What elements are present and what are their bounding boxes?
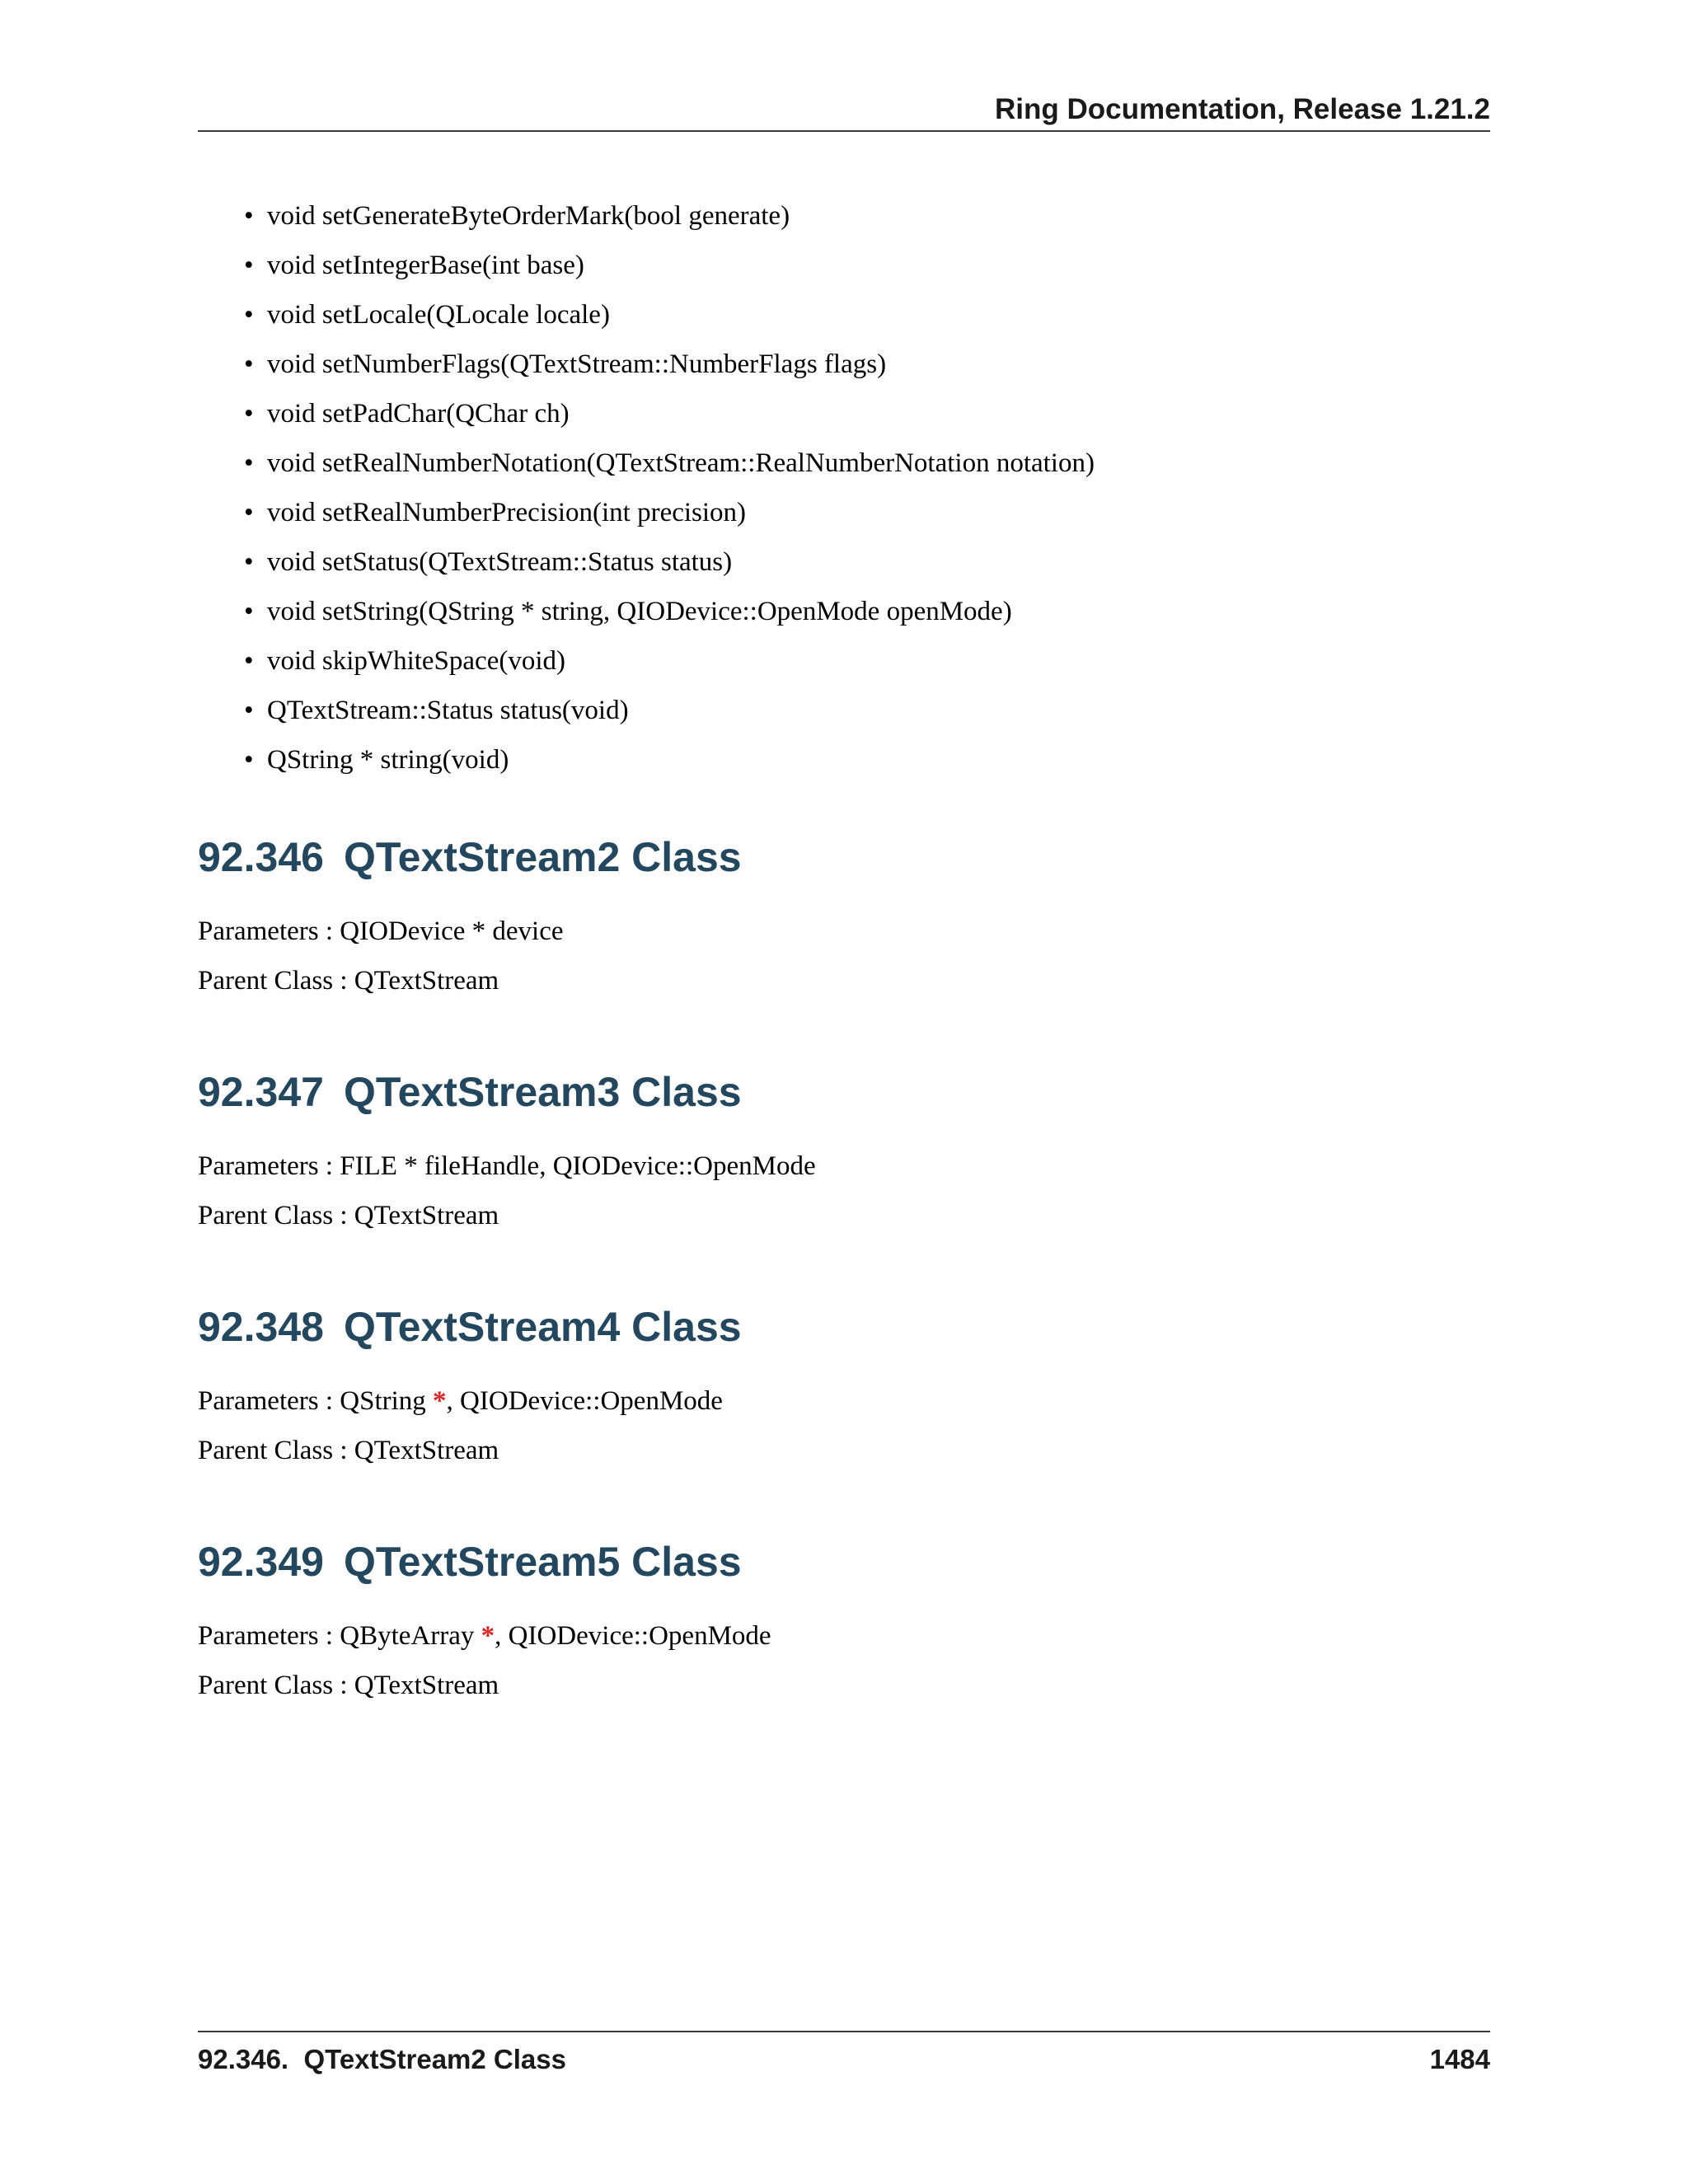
method-signature: QString * string(void) (267, 745, 509, 775)
method-signature: void setGenerateByteOrderMark(bool generate) (267, 201, 790, 231)
bullet-icon: • (244, 597, 254, 626)
bullet-icon: • (244, 547, 254, 577)
parameters-value: QByteArray (340, 1621, 481, 1651)
section-heading[interactable] (198, 1063, 1490, 1121)
section-qtextstream5 (198, 1533, 1490, 1700)
parent-class-label: Parent Class : (198, 1201, 354, 1230)
list-item (198, 686, 1490, 735)
page-header (198, 89, 1490, 132)
parameters-line (198, 1380, 723, 1422)
bullet-icon: • (244, 201, 254, 231)
list-item (198, 438, 1490, 488)
section-heading-text: QTextStream5 Class (343, 1539, 742, 1585)
section-heading-text: QTextStream2 Class (343, 834, 742, 880)
list-item (198, 587, 1490, 636)
parent-class-label: Parent Class : (198, 1671, 354, 1700)
parent-class-value: QTextStream (354, 1201, 499, 1230)
parent-class-value: QTextStream (354, 966, 499, 996)
parent-class-value: QTextStream (354, 1436, 499, 1465)
document-title: Ring Documentation, Release 1.21.2 (994, 93, 1490, 125)
section-qtextstream4 (198, 1298, 1490, 1465)
bullet-icon: • (244, 448, 254, 478)
list-item (198, 488, 1490, 537)
bullet-icon: • (244, 399, 254, 429)
parameters-line (198, 911, 563, 952)
section-number: 92.346 (198, 834, 324, 880)
parameters-label: Parameters : (198, 1386, 340, 1416)
parameters-line (198, 1615, 771, 1657)
section-number: 92.348 (198, 1304, 324, 1350)
parent-class-line (198, 1195, 499, 1236)
parent-class-label: Parent Class : (198, 1436, 354, 1465)
parameters-label: Parameters : (198, 1151, 340, 1181)
parameters-rest: , QIODevice::OpenMode (495, 1621, 771, 1651)
page-footer (198, 2031, 1490, 2082)
parameters-label: Parameters : (198, 916, 340, 946)
parameters-line (198, 1146, 816, 1187)
parameters-value: FILE * fileHandle, QIODevice::OpenMode (340, 1151, 816, 1181)
method-signature: void setLocale(QLocale locale) (267, 300, 610, 330)
parent-class-value: QTextStream (354, 1671, 499, 1700)
method-signature: void setRealNumberNotation(QTextStream::RealNumberNotation notation) (267, 448, 1095, 478)
bullet-icon: • (244, 300, 254, 330)
list-item (198, 735, 1490, 785)
parent-class-line (198, 1430, 499, 1471)
bullet-icon: • (244, 251, 254, 280)
parameters-rest: , QIODevice::OpenMode (446, 1386, 723, 1416)
method-signature: QTextStream::Status status(void) (267, 696, 629, 725)
section-heading[interactable] (198, 1533, 1490, 1591)
section-number: 92.347 (198, 1069, 324, 1115)
parent-class-line (198, 1665, 499, 1706)
section-heading-text: QTextStream3 Class (343, 1069, 742, 1115)
section-heading[interactable] (198, 1298, 1490, 1356)
method-signature: void skipWhiteSpace(void) (267, 646, 566, 676)
bullet-icon: • (244, 696, 254, 725)
bullet-icon: • (244, 745, 254, 775)
bullet-icon: • (244, 498, 254, 527)
method-signature: void setString(QString * string, QIODevice::OpenMode openMode) (267, 597, 1012, 626)
parameters-value: QString (340, 1386, 434, 1416)
parent-class-line (198, 960, 499, 1001)
list-item (198, 191, 1490, 241)
method-signature: void setNumberFlags(QTextStream::NumberFlags flags) (267, 349, 887, 379)
footer-section-link[interactable]: 92.346. QTextStream2 Class (198, 2044, 566, 2074)
list-item (198, 389, 1490, 438)
method-list (198, 191, 1490, 785)
list-item (198, 537, 1490, 587)
method-signature: void setIntegerBase(int base) (267, 251, 584, 280)
list-item (198, 290, 1490, 340)
page-number: 1484 (1429, 2044, 1490, 2074)
list-item (198, 340, 1490, 389)
bullet-icon: • (244, 349, 254, 379)
section-heading-text: QTextStream4 Class (343, 1304, 742, 1350)
pointer-marker: * (433, 1386, 447, 1416)
method-signature: void setPadChar(QChar ch) (267, 399, 570, 429)
parent-class-label: Parent Class : (198, 966, 354, 996)
section-number: 92.349 (198, 1539, 324, 1585)
section-qtextstream3 (198, 1063, 1490, 1230)
section-qtextstream2 (198, 828, 1490, 996)
parameters-value: QIODevice * device (340, 916, 564, 946)
method-signature: void setStatus(QTextStream::Status status) (267, 547, 733, 577)
section-heading[interactable] (198, 828, 1490, 886)
bullet-icon: • (244, 646, 254, 676)
parameters-label: Parameters : (198, 1621, 340, 1651)
list-item (198, 241, 1490, 290)
list-item (198, 636, 1490, 686)
method-signature: void setRealNumberPrecision(int precision) (267, 498, 747, 527)
pointer-marker: * (481, 1621, 495, 1651)
